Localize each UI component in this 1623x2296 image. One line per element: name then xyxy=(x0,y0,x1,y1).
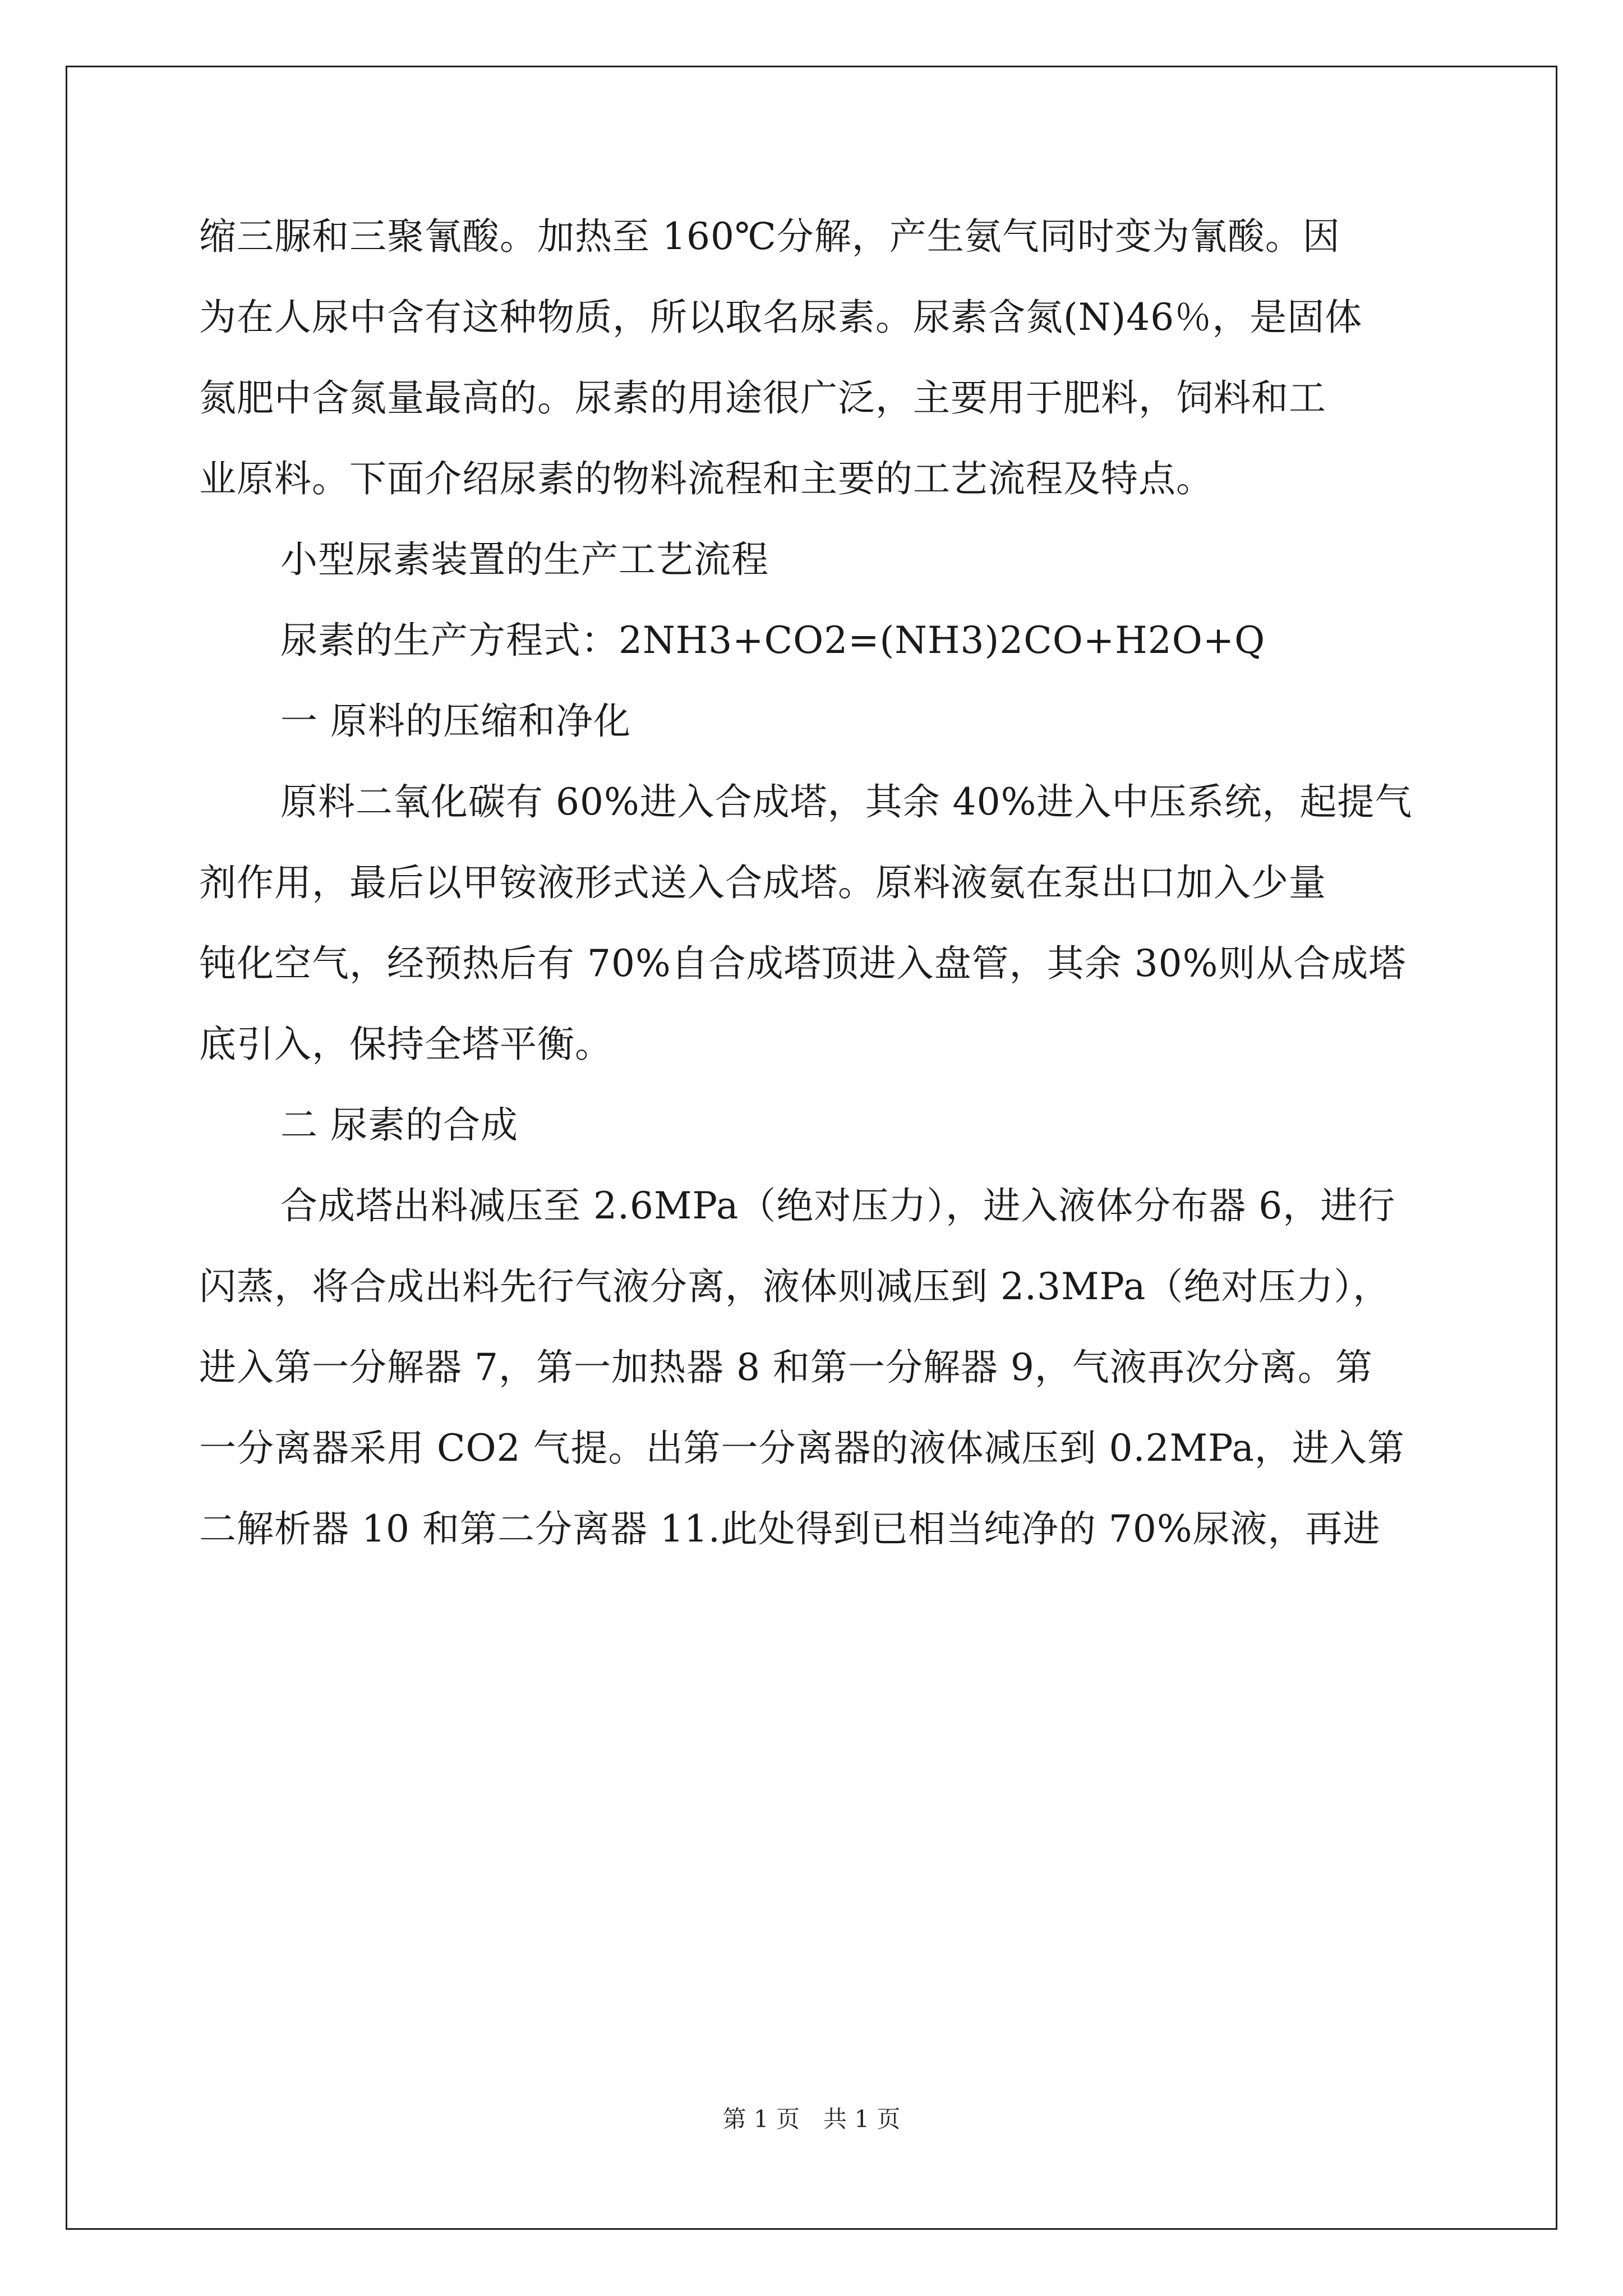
text-line-15: 进入第一分解器 7，第一加热器 8 和第一分解器 9，气液再次分离。第 xyxy=(199,1346,1373,1389)
text-line-2: 为在人尿中含有这种物质，所以取名尿素。尿素含氮(N)46％，是固体 xyxy=(199,296,1363,339)
document-body xyxy=(199,209,1433,1582)
text-line-8: 原料二氧化碳有 60%进入合成塔，其余 40%进入中压系统，起提气 xyxy=(280,780,1413,823)
text-line-4: 业原料。下面介绍尿素的物料流程和主要的工艺流程及特点。 xyxy=(199,457,1214,500)
text-line-17: 二解析器 10 和第二分离器 11.此处得到已相当纯净的 70%尿液，再进 xyxy=(199,1507,1381,1550)
text-line-10: 钝化空气，经预热后有 70%自合成塔顶进入盘管，其余 30%则从合成塔 xyxy=(199,942,1407,985)
text-line-9: 剂作用，最后以甲铵液形式送入合成塔。原料液氨在泵出口加入少量 xyxy=(199,861,1326,904)
text-line-3: 氮肥中含氮量最高的。尿素的用途很广泛，主要用于肥料，饲料和工 xyxy=(199,376,1326,420)
section-heading-compression: 一 原料的压缩和净化 xyxy=(280,700,631,743)
text-line-11: 底引入，保持全塔平衡。 xyxy=(199,1023,612,1066)
text-line-14: 闪蒸，将合成出料先行气液分离，液体则减压到 2.3MPa（绝对压力）， xyxy=(199,1265,1391,1308)
text-line-13: 合成塔出料减压至 2.6MPa（绝对压力），进入液体分布器 6，进行 xyxy=(280,1184,1396,1227)
section-heading-synthesis: 二 尿素的合成 xyxy=(280,1103,518,1147)
text-line-16: 一分离器采用 CO2 气提。出第一分离器的液体减压到 0.2MPa，进入第 xyxy=(199,1427,1405,1470)
production-equation: 尿素的生产方程式：2NH3+CO2=(NH3)2CO+H2O+Q xyxy=(280,619,1266,662)
section-heading-process: 小型尿素装置的生产工艺流程 xyxy=(280,538,769,581)
page-number: 第 1 页 共 1 页 xyxy=(722,2105,901,2133)
text-line-1: 缩三脲和三聚氰酸。加热至 160℃分解，产生氨气同时变为氰酸。因 xyxy=(199,215,1340,258)
